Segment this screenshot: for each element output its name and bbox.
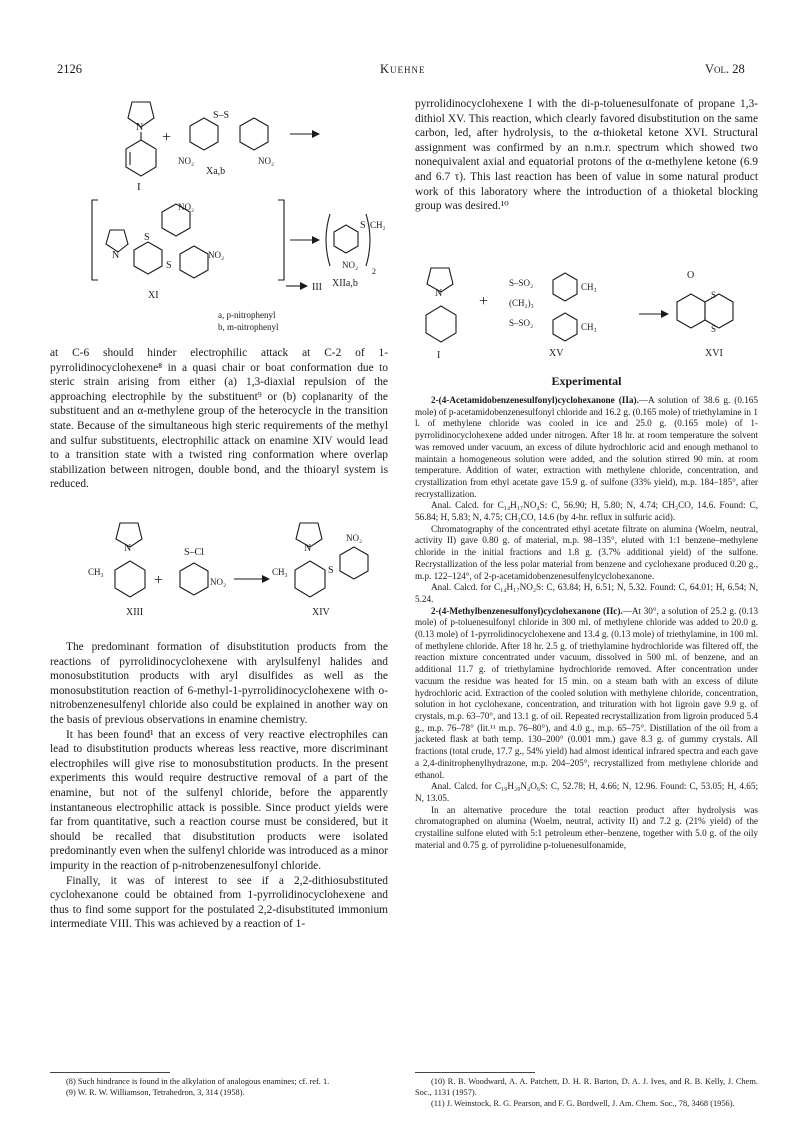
procedure-text: —At 30°, a solution of 25.2 g. (0.13 mole) of p-toluenesulfonyl chloride in 300 ml. of methylene chloride was added to 20.0 g. (0.13 mole) of 1-pyrrolidinocyclohexene and 13.4 g. (0.13 mole) of triethylamine, in 100 ml. of methylene chloride. After 18 hr. 2.5 g. of triethylamine hydrochloride was filtered off, the reaction mixture concentrated under vacuum, dissolved in 500 ml. of benzene, and an additional 11.7 g. of triethylamine hydrochloride removed. After concentration under vacuum the residue was heated for 15 min. on a steam bath with an excess of dilute hydrochloric acid. Extraction of the cooled solution with methylene chloride, concentration, solution in hot cyclohexane, concentration, and trituration with hot ligroin gave 9.9 g. of crystals, m.p. 63–70°, and 13.1 g. of oil. Repeated recrystallization from ligroin produced 5.4 g., m.p. 76–78° (lit.¹¹ m.p. 76–80°), and 4.0 g., m.p. 65–75°. Distillation of the oil from a jacketed flask at bath temp. 130–200° (0.001 mm.) gave 8.3 g. of gummy crystals. All fractions (total crude, 17.7 g., 54% yield) had almost identical infrared spectra and each gave a 2,4-dinitrophenylhydrazone, m.p. 204–205°, recrystallized from methylene chloride and ethanol. (415, 605, 758, 780)
scheme-3-structures (415, 262, 758, 362)
dithiane-ring (705, 294, 733, 328)
analysis: Anal. Calcd. for C₁₄H₁₇NO₄S: C, 56.90; H, 5.80; N, 4.74; CH₃CO, 14.6. Found: C, 56.84; H, 5.83; N, 4.75; CH₃CO, 14.6 (by 4-hr. reflux in sulfuric acid). (415, 500, 758, 523)
experiment-paragraph (415, 606, 758, 782)
paragraph: pyrrolidinocyclohexene I with the di-p-toluenesulfonate of propane 1,3-dithiol XV. This reaction, which clearly favored disubstitution on the same carbon, led, after hydrolysis, to the α-thioketal ketone XVI. Structural assignment was confirmed by an n.m.r. spectrum which showed two nonequivalent axial and equatorial protons of the α-methylene ketone (6.9 and 6.7 τ). This last reaction has been of value in some natural product work of this laboratory where the introduction of a thioketal blocking group was desired.¹⁰ (415, 98, 758, 213)
legend-a: a, p-nitrophenyl (218, 310, 276, 320)
experiment-paragraph: In an alternative procedure the total reaction product after hydrolysis was chromatographed on alumina (Woelm, neutral, activity II) and 7.2 g. (21% yield) of the crystalline sulfone eluted with 5:1 petroleum ether–benzene, together with 5.0 g. of the oily material and 0.75 g. of pyrrolidine p-toluenesulfonamide, (415, 804, 758, 850)
atom-n: N (435, 288, 443, 299)
pyrrolidine-ring (106, 230, 128, 252)
methyl-group: CH₃ (272, 567, 288, 577)
nitro-group: NO₂ (342, 260, 359, 270)
methylene-group: CH₂ (370, 220, 386, 230)
label-XIII: XIII (126, 607, 144, 618)
paragraph: at C-6 should hinder electrophilic attack at C-2 of 1-pyrrolidinocyclohexene⁸ in a quasi chair or boat conformation due to steric strain arising from either (a) 1,3-diaxial repulsion of the approaching electrophile by the substituent⁹ or (b) coplanarity of the substituent and an α-methylene group of the heterocycle in the transition state. Because of the simultaneous high steric requirements of the methyl and sulfur substituents, electrophilic attack on enamine XIV would lead to a transition state with a twisted ring conformation where overlap stabilization between nitrogen, double bond, and the thioaryl system is reduced. (50, 347, 388, 491)
nitro-group: NO₂ (208, 250, 225, 260)
running-volume: Vol. 28 (705, 62, 745, 76)
benzene-ring (180, 246, 208, 278)
nitro-group: NO₂ (258, 156, 275, 166)
nitro-group: NO₂ (210, 577, 227, 587)
nitro-group: NO₂ (178, 202, 195, 212)
sulfur-atom: S (360, 220, 366, 231)
label-Xab: Xa,b (206, 166, 226, 177)
methyl-group: CH₃ (581, 282, 597, 292)
footnote-rule (50, 1072, 170, 1073)
label-XVI: XVI (705, 348, 723, 359)
propylene-chain: (CH₂)₃ (509, 298, 534, 308)
analysis: Anal. Calcd. for C₁₄H₁₇NO₂S: C, 63.84; H, 6.51; N, 5.32. Found: C, 64.01; H, 6.54; N, 5.24. (415, 582, 758, 604)
experiment-paragraph (415, 395, 758, 500)
procedure-text: —A solution of 38.6 g. (0.165 mole) of p-acetamidobenzenesulfonyl chloride and 16.2 g. (0.165 mole) of triethylamine in 1 l. of methylene chloride was cooled in ice and 25.0 g. (0.165 mole) of 1-pyrrolidinocyclohexene added under nitrogen. After 18 hr. at room temperature the solvent was removed under vacuum, an excess of dilute hydrochloric acid and enough methanol to maintain a homogeneous solution were added, and the solution stirred 90 min. at room temperature. Addition of water, extraction with methylene chloride, concentration, and crystallization from ethyl acetate gave 15.9 g. of sulfone (33% yield), m.p. 184–185°, after recrystallization. (415, 395, 758, 499)
right-footnotes (415, 1076, 758, 1109)
sulfur-atom: S (144, 232, 150, 243)
cyclohexene-ring (115, 561, 145, 597)
footnote: (11) J. Weinstock, R. G. Pearson, and F. G. Bordwell, J. Am. Chem. Soc., 78, 3468 (1956). (431, 1099, 735, 1108)
experimental-text (415, 395, 758, 851)
compound-title: 2-(4-Methylbenzenesulfonyl)cyclohexanone (IIc). (431, 605, 623, 616)
oxygen-atom: O (687, 270, 695, 281)
atom-n: N (124, 543, 132, 554)
svg-text:+: + (479, 293, 489, 310)
benzene-ring (190, 118, 218, 150)
label-I: I (137, 181, 141, 193)
benzene-ring (334, 225, 358, 253)
running-author: Kuehne (380, 62, 426, 76)
cyclohexane-ring (134, 242, 162, 274)
disulfide-label: S–S (213, 110, 230, 121)
sulfur-atom: S (328, 565, 334, 576)
paragraph: It has been found¹ that an excess of very reactive electrophiles can lead to disubstitution products whereas less reactive, more discriminant electrophiles will give rise to monosubstitution products. In the present experiments this would require destructive removal of a part of the enamine, but not of the sulfenyl chloride, before the apparently instantaneous electrophilic attack is possible. Since product yields were far from quantitative, such a reaction course must be considered, but it should be recalled that disubstitution products were isolated predominantly even when the sulfenyl chloride was introduced as a minor impurity in the reaction of p-nitrobenzenesulfonyl chloride. (50, 728, 388, 872)
subscript-2: 2 (372, 267, 376, 276)
label-XIIab: XIIa,b (332, 278, 358, 289)
sulfur-atom: S (711, 324, 717, 334)
label-XV: XV (549, 348, 564, 359)
paragraph: The predominant formation of disubstitution products from the reactions of pyrrolidinocyclohexene with arylsulfenyl halides and monosubstitution products with aryl disulfides as well as the monosubstitution reaction of 6-methyl-1-pyrrolidinocyclohexene with o-nitrobenzenesulfenyl chloride also could be explained in another way on the basis of previous observations in enamine chemistry. (50, 641, 388, 726)
atom-n: N (304, 543, 312, 554)
label-XIV: XIV (312, 607, 330, 618)
scheme-1-structures (50, 90, 390, 335)
left-column-p1 (50, 346, 388, 492)
benzene-ring (240, 118, 268, 150)
page-number: 2126 (57, 62, 82, 76)
legend-b: b, m-nitrophenyl (218, 322, 279, 332)
svg-text:+: + (154, 572, 164, 589)
label-XI: XI (148, 290, 159, 301)
footnote: (8) Such hindrance is found in the alkylation of analogous enamines; cf. ref. 1. (66, 1077, 330, 1086)
atom-n: N (136, 122, 144, 133)
experiment-paragraph: Chromatography of the concentrated ethyl acetate filtrate on alumina (Woelm, neutral, activity II) gave 0.80 g. of material, m.p. 98–135°, eluted with 1:1 benzene–methylene chloride in the initial fractions and 1.8 g. (3.7% additional yield) of the sulfone. Recrystallization of the less polar material from benzene and cyclohexane produced 0.20 g., m.p. 122–124°, of 2-p-acetamidobenzenesulfenylcyclohexanone. (415, 523, 758, 581)
nitro-group: NO₂ (346, 533, 363, 543)
benzene-ring (553, 313, 577, 341)
scheme-2-structures (50, 515, 390, 630)
benzene-ring (553, 273, 577, 301)
sulfenyl-chloride: S–Cl (184, 547, 205, 558)
sulfonate-group: S–SO₂ (509, 318, 534, 328)
cyclohexene-ring (295, 561, 325, 597)
methyl-group: CH₃ (581, 322, 597, 332)
benzene-ring (340, 547, 368, 579)
analysis: Anal. Calcd. for C₁₉H₂₀N₄O₆S: C, 52.78; H, 4.66; N, 12.96. Found: C, 53.05; H, 4.65; N, 13.05. (415, 781, 758, 803)
footnote-rule (415, 1072, 535, 1073)
atom-n: N (112, 250, 120, 261)
methyl-group: CH₃ (88, 567, 104, 577)
sulfur-atom: S (711, 290, 717, 300)
left-footnotes (50, 1076, 388, 1098)
benzene-ring (180, 563, 208, 595)
left-column-text (50, 640, 388, 932)
svg-text:+: + (162, 129, 172, 146)
sulfonate-group: S–SO₂ (509, 278, 534, 288)
nitro-group: NO₂ (178, 156, 195, 166)
sulfur-atom: S (166, 260, 172, 271)
compound-title: 2-(4-Acetamidobenzenesulfonyl)cyclohexanone (IIa). (431, 395, 639, 405)
cyclohexene-ring (426, 306, 456, 342)
cyclohexanone-ring (677, 294, 705, 328)
paragraph: Finally, it was of interest to see if a 2,2-dithiosubstituted cyclohexanone could be obtained from 1-pyrrolidinocyclohexene and thus to find some support for the postulated 2,2-disubstituted immonium intermediate VIII. This was achieved by a reaction of 1- (50, 874, 388, 931)
footnote: (9) W. R. W. Williamson, Tetrahedron, 3, 314 (1958). (66, 1088, 245, 1097)
label-III: III (312, 282, 322, 293)
footnote: (10) R. B. Woodward, A. A. Patchett, D. H. R. Barton, D. A. J. Ives, and R. B. Kelly, J. Chem. Soc., 1131 (1957). (415, 1077, 758, 1097)
right-column-p1 (415, 97, 758, 214)
experimental-heading: Experimental (551, 374, 622, 388)
label-I: I (437, 350, 441, 361)
